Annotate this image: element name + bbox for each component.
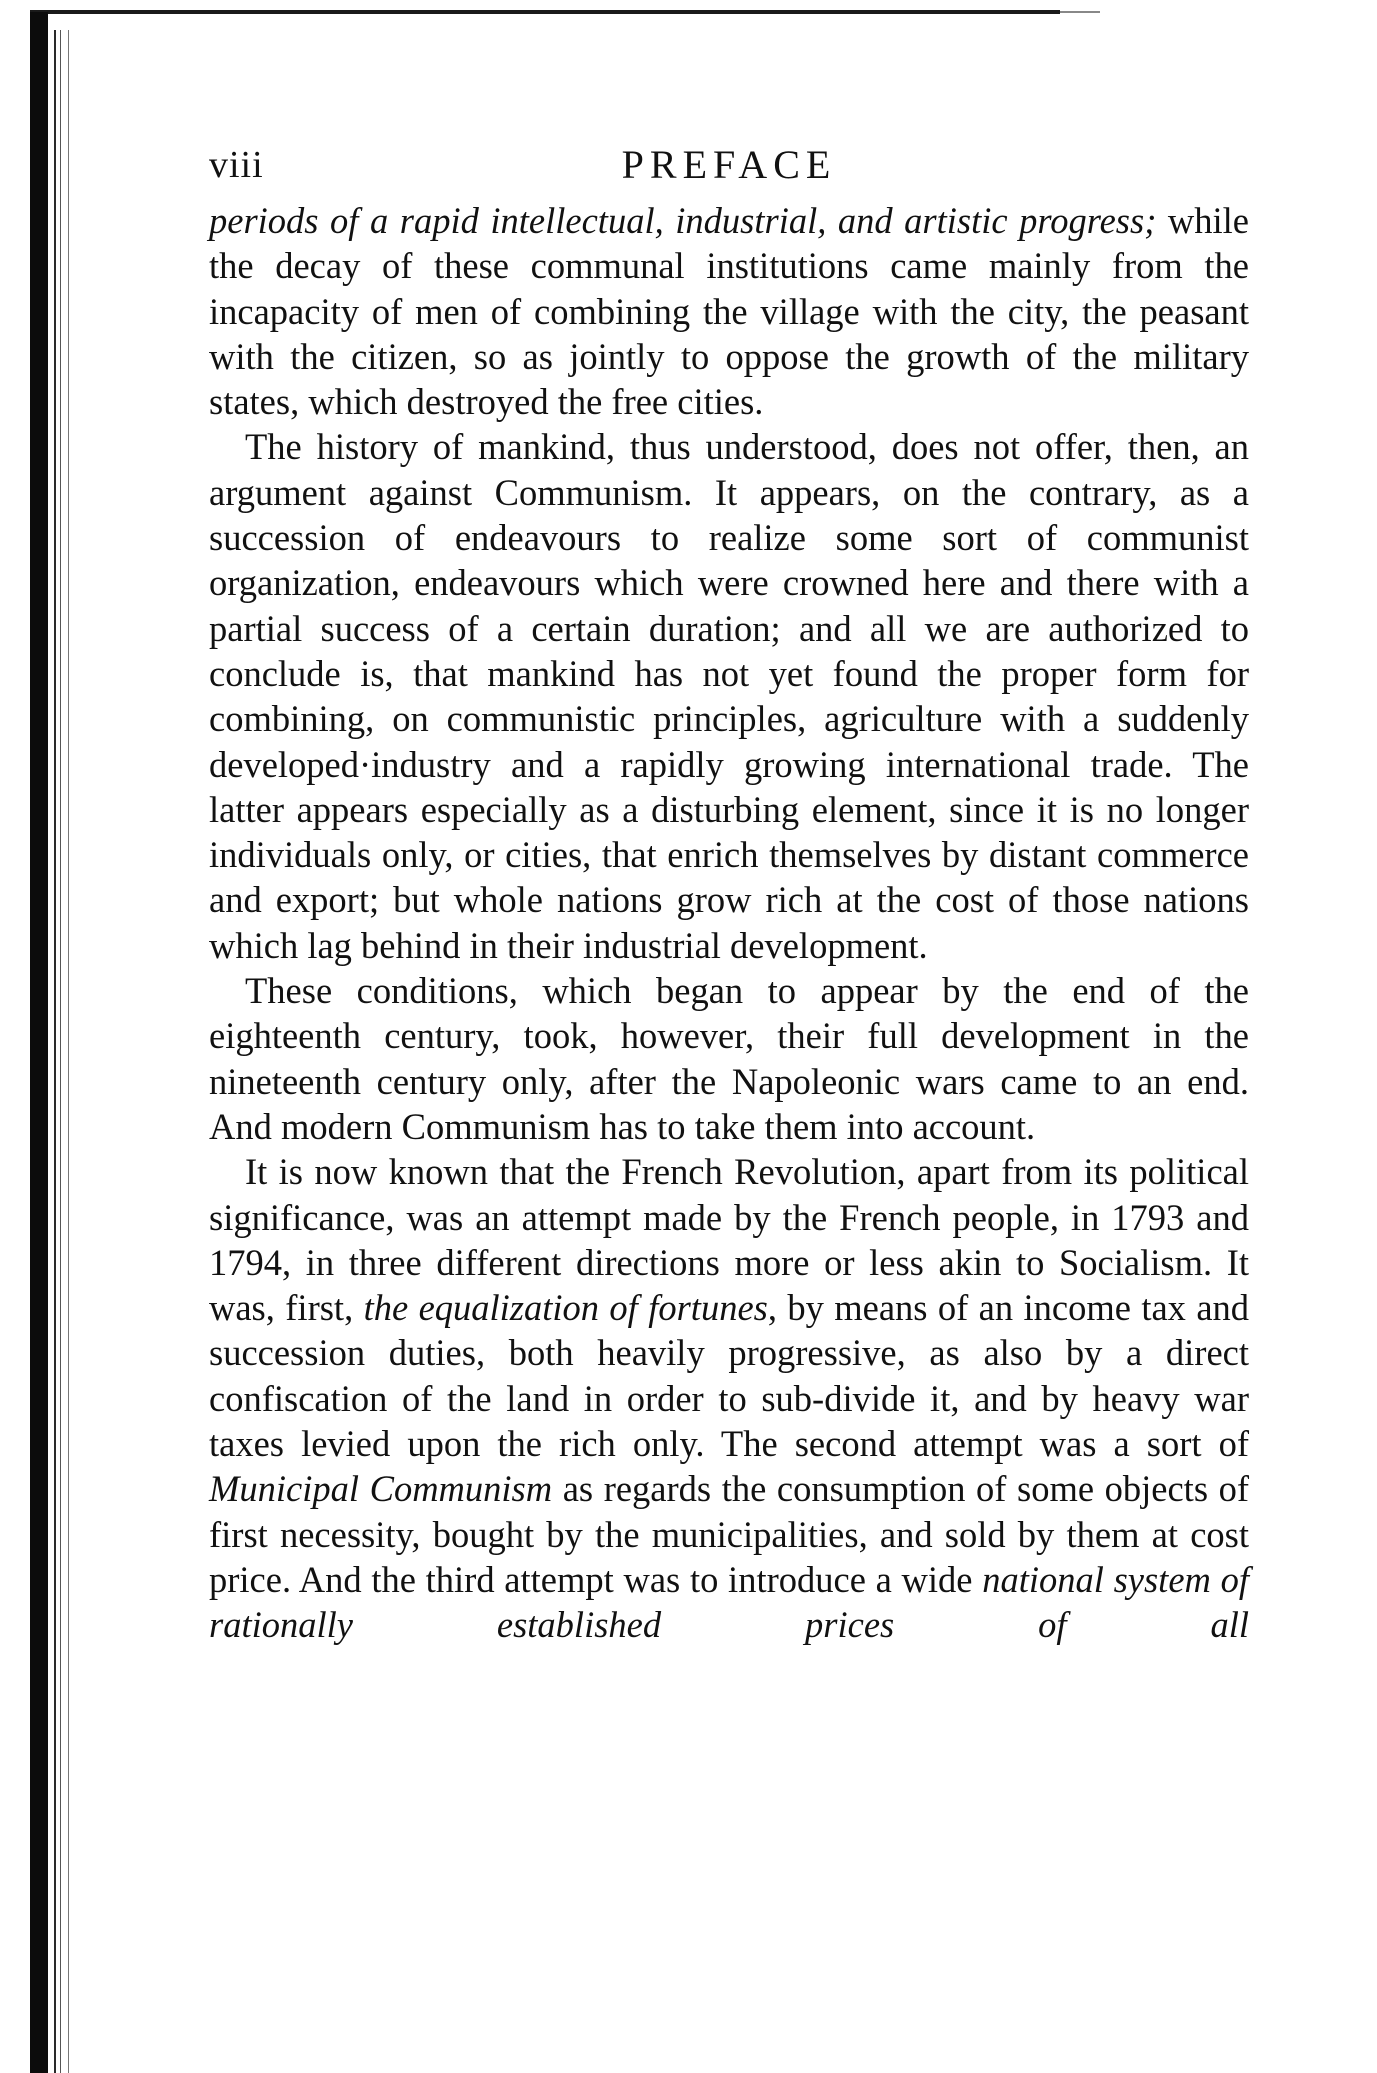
body-text <box>209 198 1249 1648</box>
page-top-rule-fade <box>1060 11 1100 13</box>
paragraph-1-rest: while the decay of these communal institutions came mainly from the incapacity of men of combining the village with the city, the peasant with the citizen, so as jointly to oppose the growth of the military states, which destroyed the free cities. <box>209 200 1250 423</box>
page-top-rule <box>30 10 1060 14</box>
paragraph-4-italic-1: the equalization of fortunes <box>363 1287 768 1329</box>
binding-line <box>60 30 61 2073</box>
page-number: viii <box>209 144 264 186</box>
paragraph-4-italic-2: Municipal Communism <box>209 1468 553 1510</box>
book-binding-edge <box>30 12 48 2073</box>
paragraph-2: The history of mankind, thus understood, does not offer, then, an argument against Communism. It appears, on the contrary, as a succession of endeavours to realize some sort of communist organization, endeavours which were crowned here and there with a partial success of a certain duration; and all we are authorized to conclude is, that mankind has not yet found the proper form for combining, on communistic principles, agriculture with a suddenly developed·industry and a rapidly growing international trade. The latter appears especially as a disturbing element, since it is no longer individuals only, or cities, that enrich themselves by distant commerce and export; but whole nations grow rich at the cost of those nations which lag behind in their industrial development. <box>209 426 1249 966</box>
paragraph-1-italic-lead: periods of a rapid intellectual, industrial, and artistic progress; <box>209 200 1157 241</box>
binding-line <box>54 30 56 2073</box>
paragraph-4 <box>209 1149 1249 1647</box>
paragraph-3: These conditions, which began to appear by the end of the eighteenth century, took, however, their full development in the nineteenth century only, after the Napoleonic wars came to an end. And modern Communism has to take them into account. <box>209 970 1249 1147</box>
paragraph-4-text-3: as regards the consumption of some objects of first necessity, bought by the municipalities, and sold by them at cost price. And the third attempt was to introduce a wide <box>209 1468 1250 1600</box>
paragraph-4-text-2: , by means of an income tax and succession duties, both heavily progressive, as also by a direct confiscation of the land in order to sub-divide it, and by heavy war taxes levied upon the rich only. The second attempt was a sort of <box>209 1287 1250 1465</box>
paragraph-4-italic-3: national system of rationally established prices of all <box>209 1558 1249 1646</box>
paragraph-4-text-1: It is now known that the French Revolution, apart from its political significance, was an attempt made by the French people, in 1793 and 1794, in three different directions more or less akin to Socialism. It was, first, <box>209 1151 1249 1329</box>
book-page <box>209 140 1249 1648</box>
running-head-title: PREFACE <box>621 142 837 187</box>
running-head <box>209 140 1249 190</box>
paragraph-1 <box>209 198 1249 424</box>
binding-line <box>68 30 69 2073</box>
